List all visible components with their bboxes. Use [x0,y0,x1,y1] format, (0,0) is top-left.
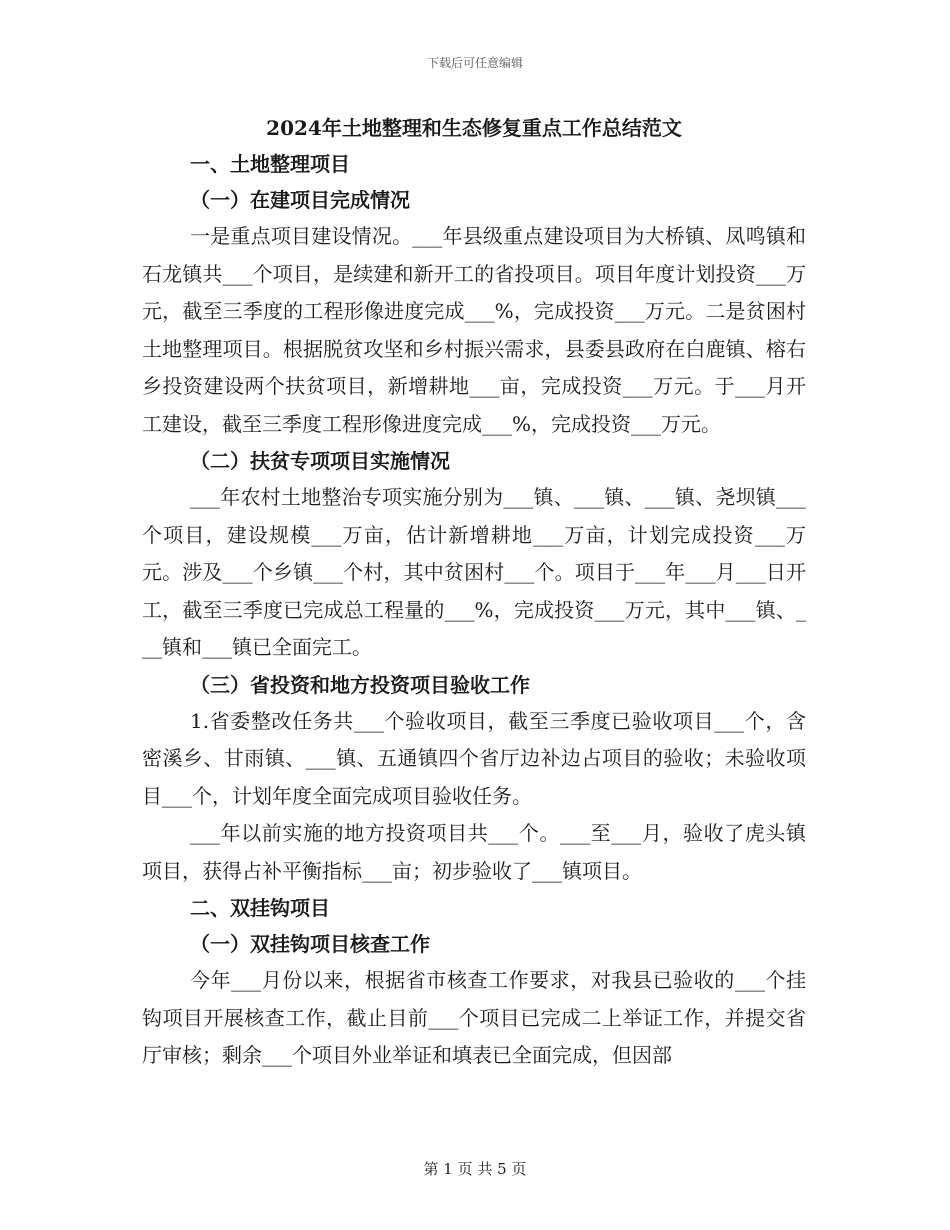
subsection-heading-projects-under-construction: （一）在建项目完成情况 [190,188,410,212]
subsection-heading-acceptance-work: （三）省投资和地方投资项目验收工作 [190,672,530,697]
paragraph: 一是重点项目建设情况。___年县级重点建设项目为大桥镇、凤鸣镇和石龙镇共___个项目，是续建和新开工的省投项目。项目年度计划投资___万元，截至三季度的工程形像进度完成___%，完成投资___万元。二是贫困村土地整理项目。根据脱贫攻坚和乡村振兴需求，县委县政府在白鹿镇、榕右乡投资建设两个扶贫项目，新增耕地___亩，完成投资___万元。于___月开工建设，截至三季度工程形像进度完成___%，完成投资___万元。 [142,224,806,436]
document-body [142,112,806,1075]
section-heading-land-consolidation: 一、土地整理项目 [190,152,350,176]
page-header: 下载后可任意编辑 [426,56,523,70]
subsection-heading-poverty-projects: （二）扶贫专项项目实施情况 [190,449,450,473]
page-number: 第 1 页 共 5 页 [423,1160,527,1178]
paragraph: ___年以前实施的地方投资项目共___个。___至___月，验收了虎头镇项目，获得占补平衡指标___亩；初步验收了___镇项目。 [142,821,806,883]
paragraph: ___年农村土地整治专项实施分别为___镇、___镇、___镇、尧坝镇___个项目，建设规模___万亩，估计新增耕地___万亩，计划完成投资___万元。涉及___个乡镇___个村，其中贫困村___个。项目于___年___月___日开工，截至三季度已完成总工程量的___%，完成投资___万元，其中___镇、___镇和___镇已全面完工。 [142,485,806,659]
document-title: 2024年土地整理和生态修复重点工作总结范文 [266,116,682,140]
section-heading-double-linkage: 二、双挂钩项目 [190,896,330,920]
paragraph: 今年___月份以来，根据省市核查工作要求，对我县已验收的___个挂钩项目开展核查工作，截止目前___个项目已完成二上举证工作，并提交省厅审核；剩余___个项目外业举证和填表已全面完成，但因部 [142,968,806,1067]
paragraph: 1.省委整改任务共___个验收项目，截至三季度已验收项目___个，含密溪乡、甘雨镇、___镇、五通镇四个省厅边补边占项目的验收；未验收项目___个，计划年度全面完成项目验收任务。 [142,708,806,808]
subsection-heading-verification-work: （一）双挂钩项目核查工作 [190,932,430,956]
